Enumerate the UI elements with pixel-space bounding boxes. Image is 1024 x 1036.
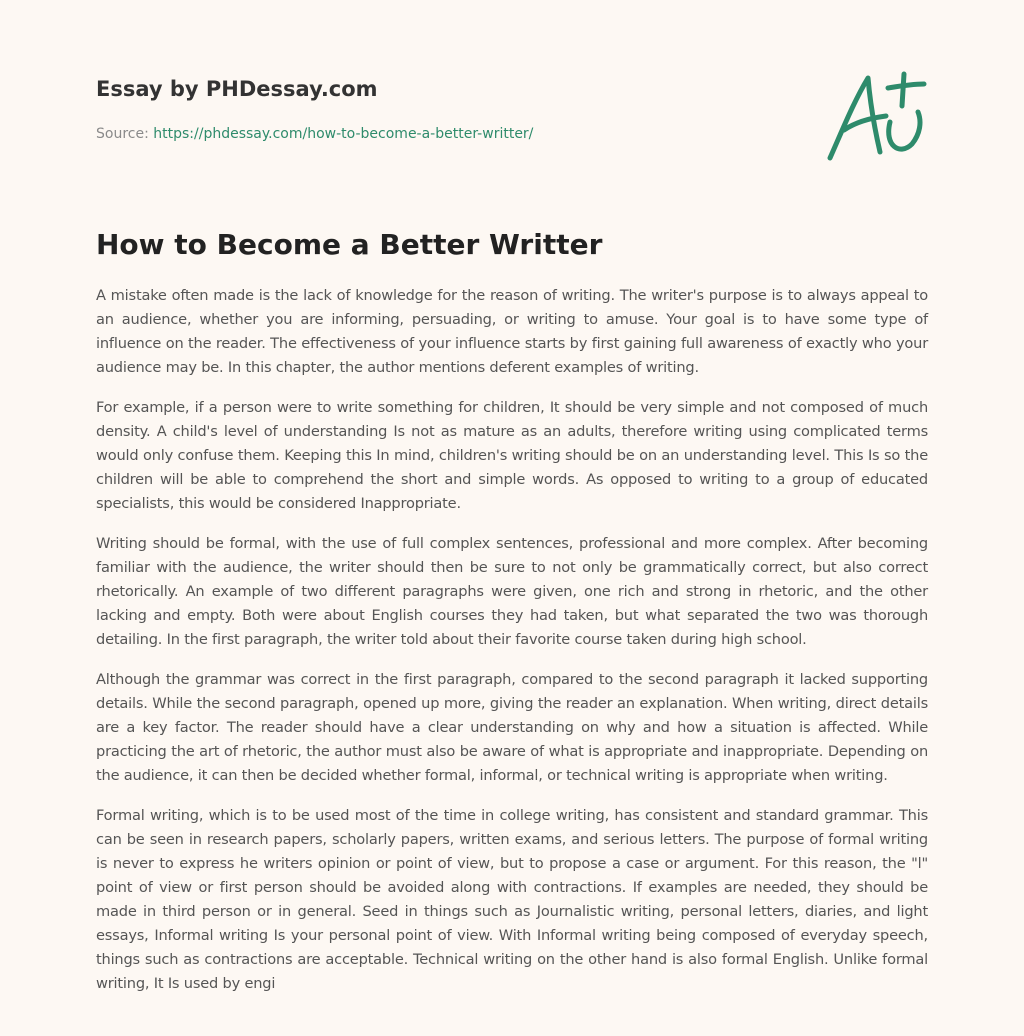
essay-paragraph: For example, if a person were to write something for children, It should be very simple and not composed of much density. A child's level of understanding Is not as mature as an adults, therefore writing using complicated terms would only confuse them. Keeping this In mind, children's writing should be on an understanding level. This Is so the children will be able to comprehend the short and simple words. As opposed to writing to a group of educated specialists, this would be considered Inappropriate. [96, 399, 928, 512]
essay-paragraph: Formal writing, which is to be used most of the time in college writing, has consistent and standard grammar. This can be seen in research papers, scholarly papers, written exams, and serious letters. The purpose of formal writing is never to express he writers opinion or point of view, but to propose a case or argument. For this reason, the "l" point of view or first person should be avoided along with contractions. If examples are needed, they should be made in third person or in general. Seed in things such as Journalistic writing, personal letters, diaries, and light essays, Informal writing Is your personal point of view. With Informal writing being composed of everyday speech, things such as contractions are acceptable. Technical writing on the other hand is also formal English. Unlike formal writing, It Is used by engi [96, 807, 928, 992]
essay-paragraph: A mistake often made is the lack of knowledge for the reason of writing. The writer's purpose is to always appeal to an audience, whether you are informing, persuading, or writing to amuse. Your goal is to have some type of influence on the reader. The effectiveness of your influence starts by first gaining full awareness of exactly who your audience may be. In this chapter, the author mentions deferent examples of writing. [96, 287, 928, 376]
essay-paragraph: Although the grammar was correct in the first paragraph, compared to the second paragraph it lacked supporting details. While the second paragraph, opened up more, giving the reader an explanation. When writing, direct details are a key factor. The reader should have a clear understanding on why and how a situation is affected. While practicing the art of rhetoric, the author must also be aware of what is appropriate and inappropriate. Depending on the audience, it can then be decided whether formal, informal, or technical writing is appropriate when writing. [96, 671, 928, 784]
source-link[interactable]: https://phdessay.com/how-to-become-a-better-writter/ [153, 126, 534, 142]
source-line [96, 124, 928, 144]
essay-title: How to Become a Better Writter [96, 228, 603, 261]
essay-body [96, 284, 928, 1012]
site-title: Essay by PHDessay.com [96, 77, 378, 101]
essay-header [96, 74, 928, 144]
a-plus-icon [820, 66, 930, 166]
source-label: Source: [96, 126, 154, 142]
essay-paragraph: Writing should be formal, with the use of full complex sentences, professional and more complex. After becoming familiar with the audience, the writer should then be sure to not only be grammatically correct, but also correct rhetorically. An example of two different paragraphs were given, one rich and strong in rhetoric, and the other lacking and empty. Both were about English courses they had taken, but what separated the two was thorough detailing. In the first paragraph, the writer told about their favorite course taken during high school. [96, 535, 928, 648]
